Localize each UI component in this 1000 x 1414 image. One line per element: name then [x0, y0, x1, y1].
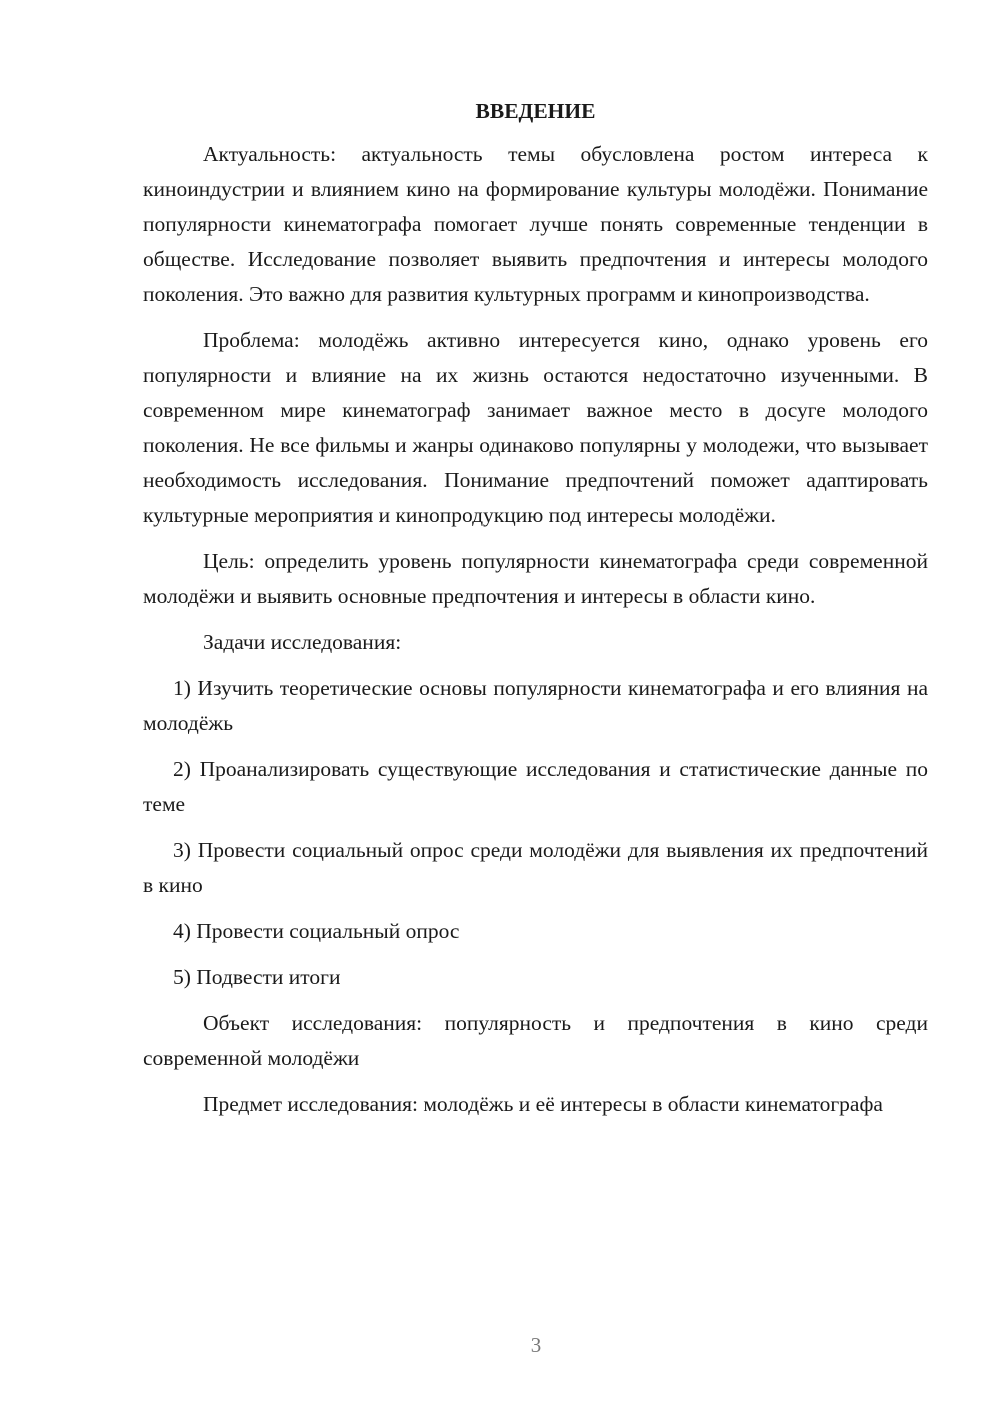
- document-body: [143, 95, 928, 1133]
- object-paragraph: Объект исследования: популярность и предпочтения в кино среди современной молодёжи: [143, 1011, 928, 1070]
- section-heading: ВВЕДЕНИЕ: [475, 99, 596, 123]
- problem-paragraph: Проблема: молодёжь активно интересуется кино, однако уровень его популярности и влияние на их жизнь остаются недостаточно изученными. В современном мире кинематограф занимает важное место в досуге молодого поколения. Не все фильмы и жанры одинаково популярны у молодежи, что вызывает необходимость исследования. Понимание предпочтений поможет адаптировать культурные мероприятия и кинопродукцию под интересы молодёжи.: [143, 328, 928, 527]
- task-item: 3) Провести социальный опрос среди молодёжи для выявления их предпочтений в кино: [143, 838, 928, 897]
- task-item: 2) Проанализировать существующие исследования и статистические данные по теме: [143, 757, 928, 816]
- tasks-title: Задачи исследования:: [203, 630, 402, 654]
- task-item: 4) Провести социальный опрос: [173, 919, 460, 943]
- task-item: 5) Подвести итоги: [173, 965, 341, 989]
- goal-paragraph: Цель: определить уровень популярности кинематографа среди современной молодёжи и выявить основные предпочтения и интересы в области кино.: [143, 549, 928, 608]
- relevance-paragraph: Актуальность: актуальность темы обусловлена ростом интереса к киноиндустрии и влиянием кино на формирование культуры молодёжи. Понимание популярности кинематографа помогает лучше понять современные тенденции в обществе. Исследование позволяет выявить предпочтения и интересы молодого поколения. Это важно для развития культурных программ и кинопроизводства.: [143, 142, 928, 306]
- subject-paragraph: Предмет исследования: молодёжь и её интересы в области кинематографа: [203, 1092, 883, 1116]
- task-item: 1) Изучить теоретические основы популярности кинематографа и его влияния на молодёжь: [143, 676, 928, 735]
- page-number: 3: [530, 1333, 542, 1357]
